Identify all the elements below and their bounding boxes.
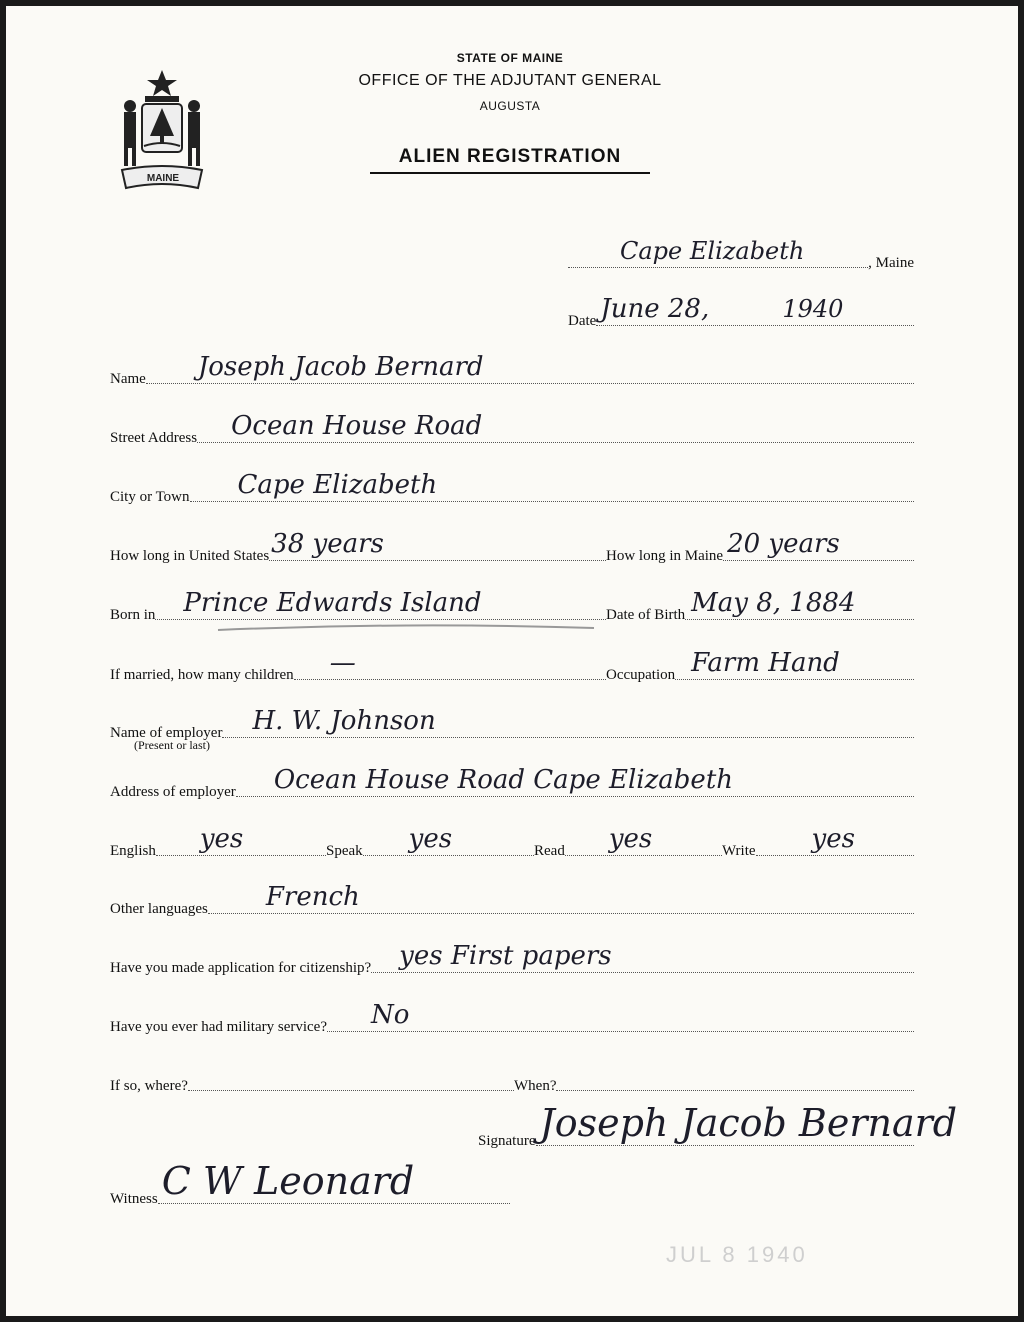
speak-value: yes <box>408 824 453 854</box>
us-years-value: 38 years <box>271 529 384 559</box>
us-years-label: How long in United States <box>110 548 270 564</box>
employer-sublabel: (Present or last) <box>134 738 210 752</box>
occupation-field <box>606 648 914 684</box>
date-year-value: 1940 <box>782 295 844 323</box>
maine-years-label: How long in Maine <box>606 548 724 564</box>
born-in-label: Born in <box>110 607 156 623</box>
date-label: Date <box>568 313 597 329</box>
service-when-label: When? <box>514 1078 557 1094</box>
street-address-field <box>110 411 914 447</box>
signature-field <box>478 1101 958 1150</box>
employer-address-value: Ocean House Road Cape Elizabeth <box>273 765 734 795</box>
name-field <box>110 352 914 388</box>
date-of-birth-field <box>606 588 914 624</box>
maine-years-value: 20 years <box>727 529 840 559</box>
occupation-value: Farm Hand <box>691 648 840 678</box>
read-value: yes <box>608 824 653 854</box>
citizenship-field <box>110 941 914 977</box>
city-heading: AUGUSTA <box>479 99 541 113</box>
speak-field <box>326 824 534 860</box>
date-month-day-value: June 28, <box>600 294 710 324</box>
employer-field <box>110 706 914 742</box>
date-of-birth-label: Date of Birth <box>606 607 686 623</box>
military-service-label: Have you ever had military service? <box>110 1019 327 1035</box>
office-heading: OFFICE OF THE ADJUTANT GENERAL <box>358 72 662 89</box>
employer-address-label: Address of employer <box>110 784 236 800</box>
form-title: ALIEN REGISTRATION <box>370 146 650 174</box>
english-value: yes <box>199 824 244 854</box>
date-field <box>568 294 914 330</box>
witness-field <box>110 1159 510 1208</box>
name-value: Joseph Jacob Bernard <box>197 352 484 382</box>
place-label: , Maine <box>868 255 914 271</box>
citizenship-value: yes First papers <box>399 941 612 971</box>
read-field <box>534 824 722 860</box>
employer-value: H. W. Johnson <box>252 706 436 736</box>
english-field <box>110 824 326 860</box>
speak-label: Speak <box>326 843 363 859</box>
maine-years-field <box>606 529 914 565</box>
service-when-field <box>514 1065 914 1095</box>
military-service-value: No <box>371 1000 410 1030</box>
date-of-birth-value: May 8, 1884 <box>691 588 856 618</box>
occupation-label: Occupation <box>606 667 676 683</box>
children-label: If married, how many children <box>110 667 294 683</box>
children-field <box>110 648 606 684</box>
place-value: Cape Elizabeth <box>620 237 805 265</box>
read-label: Read <box>534 843 565 859</box>
place-field <box>568 237 914 272</box>
write-value: yes <box>811 824 855 854</box>
witness-value: C W Leonard <box>161 1159 415 1203</box>
service-where-label: If so, where? <box>110 1078 188 1094</box>
employer-label: Name of employer <box>110 725 223 741</box>
other-languages-label: Other languages <box>110 901 208 917</box>
pencil-underline-icon <box>216 622 596 634</box>
signature-value: Joseph Jacob Bernard <box>539 1101 958 1145</box>
military-service-field <box>110 1000 914 1036</box>
registration-form-page <box>6 6 1018 1316</box>
born-in-value: Prince Edwards Island <box>183 588 482 618</box>
seal-banner-text: MAINE <box>146 173 180 184</box>
signature-label: Signature <box>478 1133 536 1149</box>
citizenship-label: Have you made application for citizenship? <box>110 960 372 976</box>
children-value: — <box>329 648 356 678</box>
city-label: City or Town <box>110 489 190 505</box>
street-address-value: Ocean House Road <box>231 411 483 441</box>
born-in-field <box>110 588 606 624</box>
us-years-field <box>110 529 606 565</box>
city-field <box>110 470 914 506</box>
name-label: Name <box>110 371 146 387</box>
witness-label: Witness <box>110 1191 158 1207</box>
english-label: English <box>110 843 156 859</box>
city-value: Cape Elizabeth <box>237 470 438 500</box>
other-languages-value: French <box>265 882 360 912</box>
write-field <box>722 824 914 860</box>
service-where-field <box>110 1065 514 1095</box>
employer-address-field <box>110 765 914 801</box>
write-label: Write <box>722 843 756 859</box>
street-address-label: Street Address <box>110 430 198 446</box>
received-date-stamp: JUL 8 1940 <box>666 1242 808 1267</box>
other-languages-field <box>110 882 914 918</box>
state-heading: STATE OF MAINE <box>456 51 564 65</box>
